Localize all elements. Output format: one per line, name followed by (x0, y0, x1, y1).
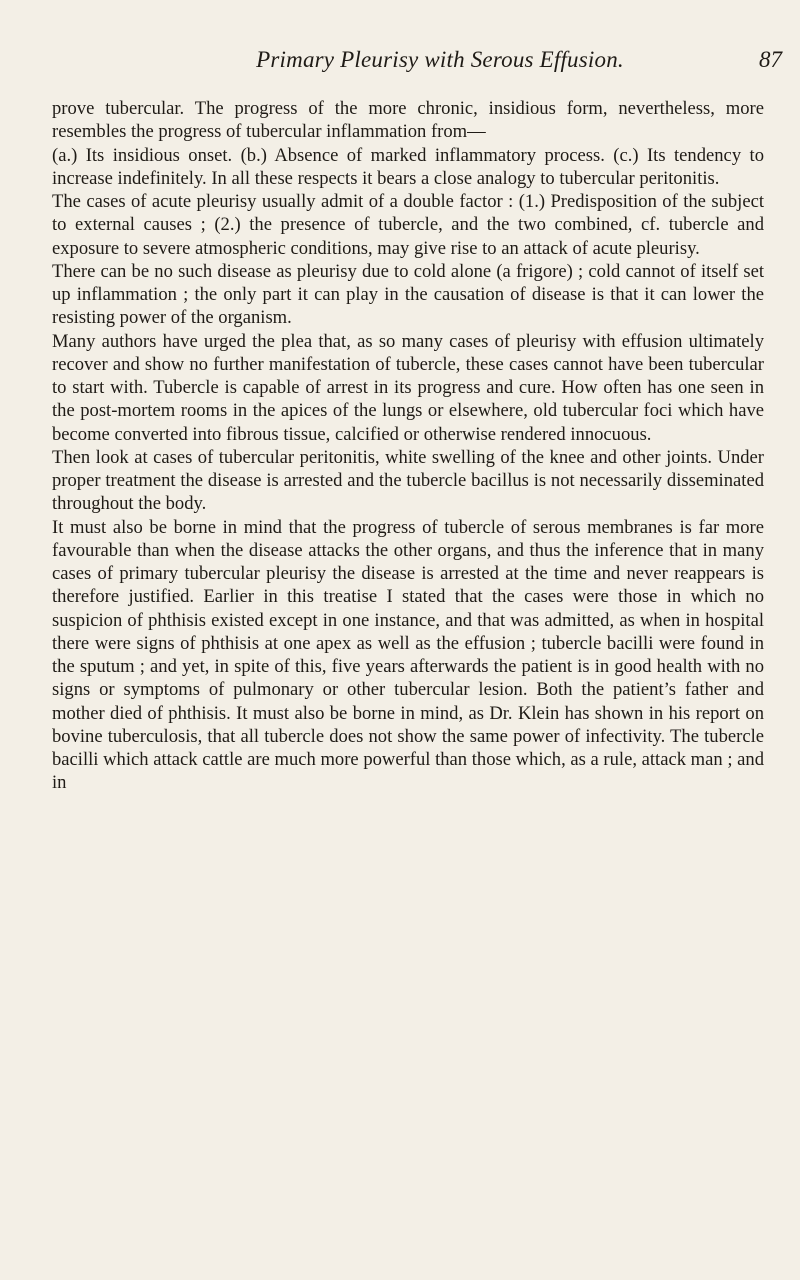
paragraph-3: The cases of acute pleurisy usually admit of a double factor : (1.) Predisposition of the subject to external causes ; (2.) the presence of tubercle, and the two combined, cf. tubercle and exposure to severe atmospheric conditions, may give rise to an attack of acute pleurisy. (52, 191, 764, 259)
page-header (90, 47, 790, 81)
paragraph-6: Then look at cases of tubercular peritonitis, white swelling of the knee and other joints. Under proper treatment the disease is arrested and the tubercle bacillus is not necessarily disseminated throughout the body. (52, 446, 764, 515)
paragraph-2: (a.) Its insidious onset. (b.) Absence of marked inflammatory process. (c.) Its tendency to increase indefinitely. In all these respects it bears a close analogy to tubercular peritonitis. (52, 144, 764, 189)
page-number: 87 (759, 47, 782, 72)
paragraph-7: It must also be borne in mind that the progress of tubercle of serous membranes is far more favourable than when the disease attacks the other organs, and thus the inference that in many cases of primary tubercular pleurisy the disease is arrested at the time and never reappears is therefore justified. Earlier in this treatise I stated that the cases were those in which no suspicion of phthisis existed except in one instance, and that was admitted, as when in hospital there were signs of phthisis at one apex as well as the effusion ; tubercle bacilli were found in the sputum ; and yet, in spite of this, five years afterwards the patient is in good health with no signs or symptoms of pulmonary or other tubercular lesion. Both the patient’s father and mother died of phthisis. It must also be borne in mind, as Dr. Klein has shown in his report on bovine tuberculosis, that all tubercle does not show the same power of infectivity. The tubercle bacilli which attack cattle are much more powerful than those which, as a rule, attack man ; and in (52, 516, 764, 794)
paragraph-1: prove tubercular. The progress of the more chronic, insidious form, nevertheless, more resembles the progress of tubercular inflammation from— (52, 98, 764, 143)
running-title: Primary Pleurisy with Serous Effusion. (256, 47, 624, 72)
paragraph-4: There can be no such disease as pleurisy due to cold alone (a frigore) ; cold cannot of itself set up inflammation ; the only part it can play in the causation of disease is that it can lower the resisting power of the organism. (52, 260, 764, 329)
paragraph-5: Many authors have urged the plea that, as so many cases of pleurisy with effusion ultimately recover and show no further manifestation of tubercle, these cases cannot have been tubercular to start with. Tubercle is capable of arrest in its progress and cure. How often has one seen in the post-mortem rooms in the apices of the lungs or elsewhere, old tubercular foci which have become converted into fibrous tissue, calcified or otherwise rendered innocuous. (52, 330, 764, 445)
body-text (52, 97, 764, 795)
